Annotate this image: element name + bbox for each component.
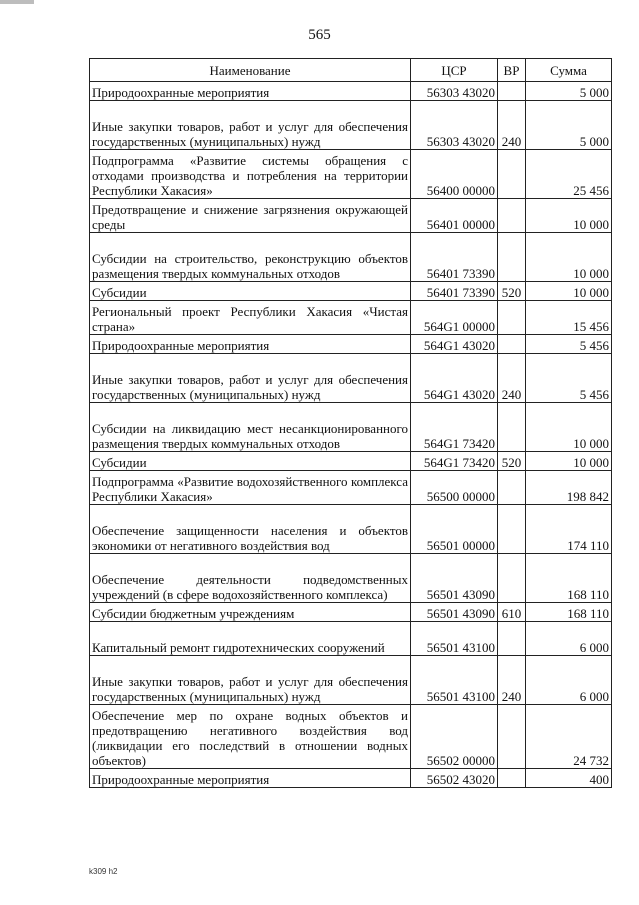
header-csr: ЦСР	[411, 59, 498, 82]
row-vr-cell	[498, 505, 526, 554]
row-csr-cell: 56303 43020	[411, 82, 498, 101]
row-csr-cell: 56502 00000	[411, 705, 498, 769]
row-csr-cell: 564G1 00000	[411, 301, 498, 335]
row-name-cell: Субсидии	[90, 452, 411, 471]
table-row	[90, 656, 612, 705]
budget-table	[89, 58, 612, 788]
row-sum-cell: 5 000	[526, 101, 612, 150]
table-row	[90, 199, 612, 233]
row-vr-cell: 240	[498, 656, 526, 705]
row-sum-cell: 6 000	[526, 622, 612, 656]
row-csr-cell: 56501 43100	[411, 622, 498, 656]
row-sum-cell: 10 000	[526, 199, 612, 233]
row-csr-cell: 56501 00000	[411, 505, 498, 554]
row-sum-cell: 24 732	[526, 705, 612, 769]
row-vr-cell: 520	[498, 282, 526, 301]
table-row	[90, 335, 612, 354]
row-sum-cell: 400	[526, 769, 612, 788]
row-csr-cell: 56401 73390	[411, 282, 498, 301]
row-name-cell: Подпрограмма «Развитие системы обращения с отходами производства и потребления на территории Республики Хакасия»	[90, 150, 411, 199]
page-number: 565	[308, 27, 331, 43]
row-vr-cell: 520	[498, 452, 526, 471]
row-sum-cell: 25 456	[526, 150, 612, 199]
row-sum-cell: 5 456	[526, 354, 612, 403]
table-row	[90, 471, 612, 505]
table-body	[90, 82, 612, 788]
row-csr-cell: 56502 43020	[411, 769, 498, 788]
header-sum: Сумма	[526, 59, 612, 82]
row-vr-cell	[498, 705, 526, 769]
row-sum-cell: 15 456	[526, 301, 612, 335]
row-csr-cell: 56501 43090	[411, 554, 498, 603]
table-row	[90, 150, 612, 199]
row-csr-cell: 56401 00000	[411, 199, 498, 233]
row-name-cell: Капитальный ремонт гидротехнических сооружений	[90, 622, 411, 656]
row-name-cell: Природоохранные мероприятия	[90, 769, 411, 788]
row-name-cell: Предотвращение и снижение загрязнения окружающей среды	[90, 199, 411, 233]
table-row	[90, 301, 612, 335]
row-sum-cell: 10 000	[526, 282, 612, 301]
table-row	[90, 282, 612, 301]
table-row	[90, 233, 612, 282]
row-vr-cell	[498, 403, 526, 452]
row-sum-cell: 5 456	[526, 335, 612, 354]
row-csr-cell: 56401 73390	[411, 233, 498, 282]
header-name: Наименование	[90, 59, 411, 82]
row-csr-cell: 56400 00000	[411, 150, 498, 199]
row-name-cell: Подпрограмма «Развитие водохозяйственного комплекса Республики Хакасия»	[90, 471, 411, 505]
row-name-cell: Обеспечение мер по охране водных объектов и предотвращению негативного воздействия вод (ликвидации его последствий в отношении водных объектов)	[90, 705, 411, 769]
row-vr-cell: 610	[498, 603, 526, 622]
row-csr-cell: 564G1 43020	[411, 354, 498, 403]
row-vr-cell	[498, 335, 526, 354]
row-sum-cell: 198 842	[526, 471, 612, 505]
row-sum-cell: 168 110	[526, 603, 612, 622]
row-name-cell: Природоохранные мероприятия	[90, 335, 411, 354]
row-name-cell: Субсидии на строительство, реконструкцию объектов размещения твердых коммунальных отходов	[90, 233, 411, 282]
row-sum-cell: 10 000	[526, 233, 612, 282]
row-csr-cell: 564G1 73420	[411, 452, 498, 471]
row-csr-cell: 564G1 43020	[411, 335, 498, 354]
row-csr-cell: 56303 43020	[411, 101, 498, 150]
table-row	[90, 554, 612, 603]
row-name-cell: Природоохранные мероприятия	[90, 82, 411, 101]
row-csr-cell: 56501 43090	[411, 603, 498, 622]
table-row	[90, 622, 612, 656]
row-vr-cell	[498, 150, 526, 199]
row-sum-cell: 10 000	[526, 403, 612, 452]
row-name-cell: Субсидии	[90, 282, 411, 301]
row-csr-cell: 56500 00000	[411, 471, 498, 505]
header-vr: ВР	[498, 59, 526, 82]
row-vr-cell	[498, 233, 526, 282]
table-row	[90, 452, 612, 471]
table-row	[90, 769, 612, 788]
row-vr-cell	[498, 769, 526, 788]
row-vr-cell	[498, 199, 526, 233]
row-name-cell: Субсидии бюджетным учреждениям	[90, 603, 411, 622]
row-vr-cell	[498, 301, 526, 335]
row-name-cell: Иные закупки товаров, работ и услуг для обеспечения государственных (муниципальных) нужд	[90, 101, 411, 150]
table-row	[90, 603, 612, 622]
row-vr-cell	[498, 622, 526, 656]
row-vr-cell: 240	[498, 354, 526, 403]
row-name-cell: Обеспечение деятельности подведомственных учреждений (в сфере водохозяйственного комплекса)	[90, 554, 411, 603]
row-csr-cell: 56501 43100	[411, 656, 498, 705]
row-sum-cell: 5 000	[526, 82, 612, 101]
row-name-cell: Региональный проект Республики Хакасия «Чистая страна»	[90, 301, 411, 335]
row-name-cell: Субсидии на ликвидацию мест несанкционированного размещения твердых коммунальных отходов	[90, 403, 411, 452]
row-csr-cell: 564G1 73420	[411, 403, 498, 452]
footer-code: k309 h2	[89, 867, 118, 876]
row-vr-cell	[498, 471, 526, 505]
row-sum-cell: 168 110	[526, 554, 612, 603]
row-vr-cell: 240	[498, 101, 526, 150]
row-vr-cell	[498, 82, 526, 101]
table-row	[90, 354, 612, 403]
row-vr-cell	[498, 554, 526, 603]
table-row	[90, 101, 612, 150]
row-sum-cell: 10 000	[526, 452, 612, 471]
table-row	[90, 82, 612, 101]
row-sum-cell: 6 000	[526, 656, 612, 705]
table-row	[90, 403, 612, 452]
row-name-cell: Иные закупки товаров, работ и услуг для обеспечения государственных (муниципальных) нужд	[90, 354, 411, 403]
table-row	[90, 705, 612, 769]
row-sum-cell: 174 110	[526, 505, 612, 554]
row-name-cell: Обеспечение защищенности населения и объектов экономики от негативного воздействия вод	[90, 505, 411, 554]
table-header-row	[90, 59, 612, 82]
row-name-cell: Иные закупки товаров, работ и услуг для обеспечения государственных (муниципальных) нужд	[90, 656, 411, 705]
scan-edge-mark	[0, 0, 34, 4]
table-row	[90, 505, 612, 554]
